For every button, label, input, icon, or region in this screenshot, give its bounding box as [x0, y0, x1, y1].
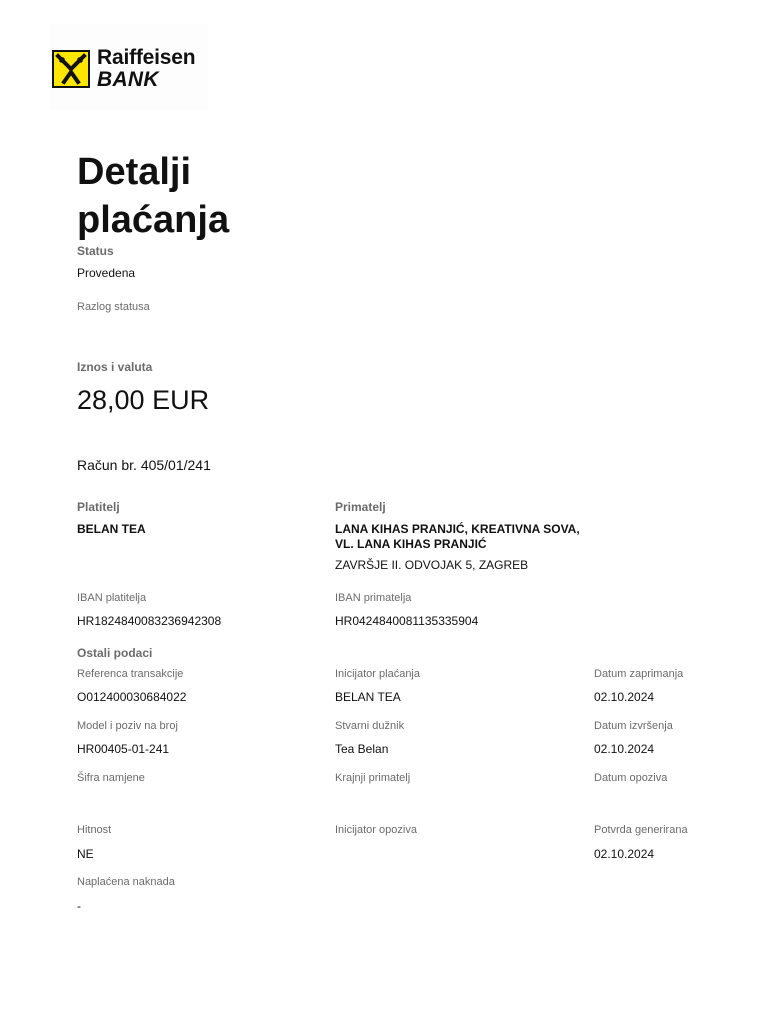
other-data-heading: Ostali podaci	[77, 646, 153, 660]
urgency-label: Hitnost	[77, 824, 112, 836]
amount-label: Iznos i valuta	[77, 360, 153, 374]
actual-debtor-value: Tea Belan	[335, 742, 389, 756]
urgency-value: NE	[77, 847, 94, 861]
status-reason-label: Razlog statusa	[77, 301, 150, 313]
page-title: Detalji plaćanja	[77, 151, 230, 241]
recipient-address: ZAVRŠJE II. ODVOJAK 5, ZAGREB	[335, 558, 529, 572]
transaction-reference-label: Referenca transakcije	[77, 668, 184, 680]
purpose-code-label: Šifra namjene	[77, 772, 145, 784]
receipt-date-label: Datum zaprimanja	[594, 668, 684, 680]
confirmation-generated-label: Potvrda generirana	[594, 824, 688, 836]
payment-initiator-label: Inicijator plaćanja	[335, 668, 420, 680]
iban-payer-label: IBAN platitelja	[77, 592, 147, 604]
recipient-name-line1: LANA KIHAS PRANJIĆ, KREATIVNA SOVA,	[335, 522, 580, 536]
fee-charged-value: -	[77, 899, 81, 913]
logo-text-raiffeisen: Raiffeisen	[97, 46, 196, 69]
model-reference-label: Model i poziv na broj	[77, 720, 178, 732]
iban-recipient-label: IBAN primatelja	[335, 592, 412, 604]
revocation-initiator-label: Inicijator opoziva	[335, 824, 417, 836]
status-value: Provedena	[77, 266, 136, 280]
status-label: Status	[77, 244, 114, 258]
actual-debtor-label: Stvarni dužnik	[335, 720, 405, 732]
final-recipient-label: Krajnji primatelj	[335, 772, 411, 784]
model-reference-value: HR00405-01-241	[77, 742, 170, 756]
invoice-description: Račun br. 405/01/241	[77, 457, 211, 473]
payment-initiator-value: BELAN TEA	[335, 690, 401, 704]
payer-label: Platitelj	[77, 500, 120, 514]
recipient-name-line2: VL. LANA KIHAS PRANJIĆ	[335, 537, 487, 551]
transaction-reference-value: O012400030684022	[77, 690, 187, 704]
payer-name: BELAN TEA	[77, 522, 146, 536]
fee-charged-label: Naplaćena naknada	[77, 876, 175, 888]
bank-logo	[50, 24, 208, 110]
recipient-label: Primatelj	[335, 500, 386, 514]
receipt-date-value: 02.10.2024	[594, 690, 655, 704]
amount-value: 28,00 EUR	[77, 385, 210, 415]
revocation-date-label: Datum opoziva	[594, 772, 668, 784]
execution-date-value: 02.10.2024	[594, 742, 655, 756]
execution-date-label: Datum izvršenja	[594, 720, 673, 732]
logo-text-bank: BANK	[97, 68, 159, 91]
confirmation-generated-value: 02.10.2024	[594, 847, 655, 861]
iban-payer-value: HR1824840083236942308	[77, 614, 222, 628]
raiffeisen-gable-cross-icon	[52, 50, 90, 88]
iban-recipient-value: HR0424840081135335904	[335, 614, 479, 628]
